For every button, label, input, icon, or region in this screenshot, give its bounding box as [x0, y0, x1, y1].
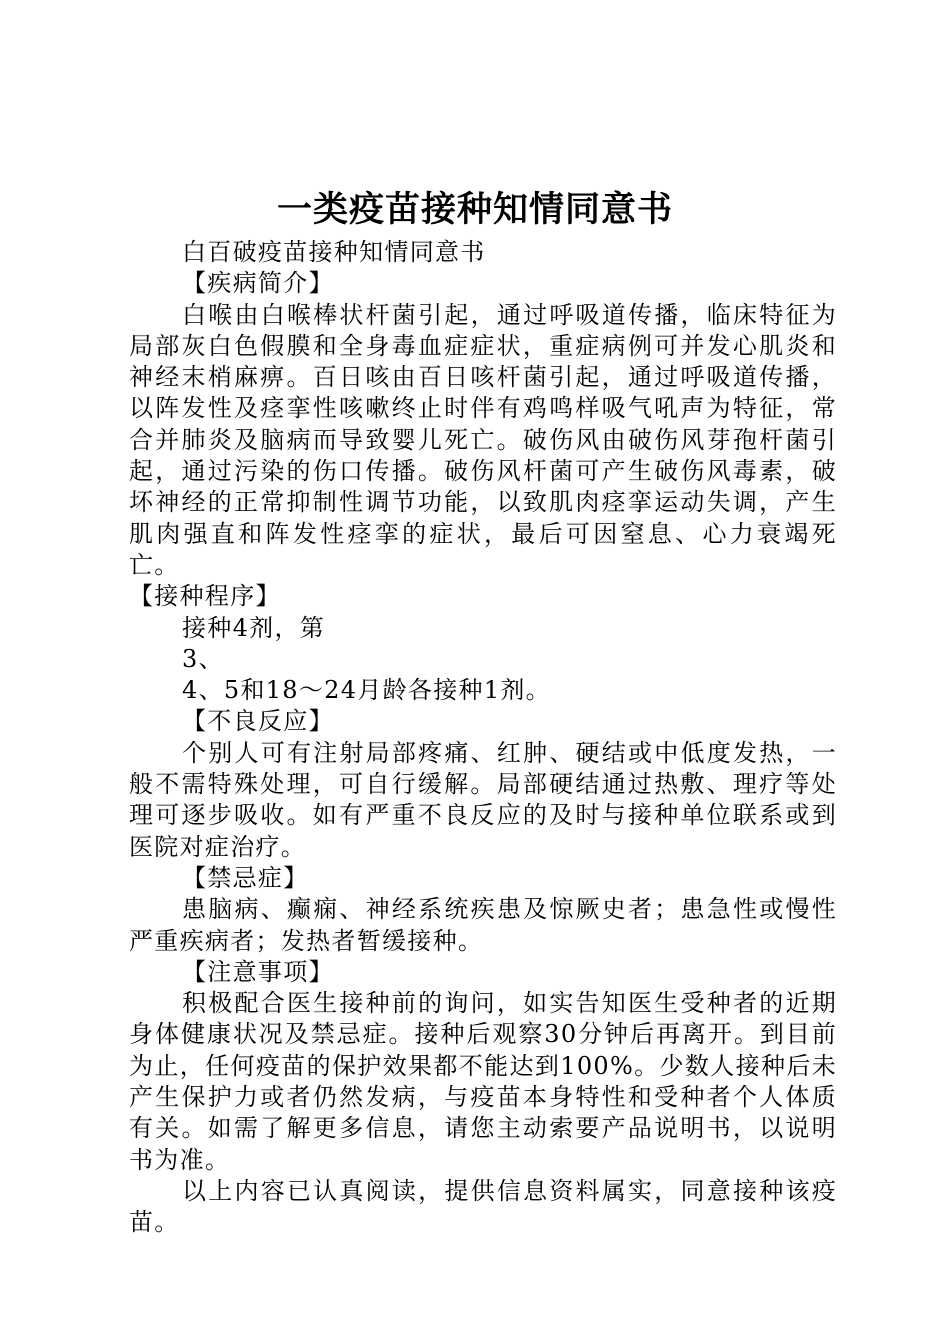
section-heading-precautions: 【注意事项】: [182, 957, 334, 986]
consent-statement-paragraph: 以上内容已认真阅读，提供信息资料属实，同意接种该疫苗。: [129, 1176, 837, 1237]
adverse-reactions-paragraph: 个别人可有注射局部疼痛、红肿、硬结或中低度发热，一般不需特殊处理，可自行缓解。局部硬结通过热敷、理疗等处理可逐步吸收。如有严重不良反应的及时与接种单位联系或到医院对症治疗。: [129, 738, 837, 861]
disease-intro-paragraph: 白喉由白喉棒状杆菌引起，通过呼吸道传播，临床特征为局部灰白色假膜和全身毒血症症状，重症病例可并发心肌炎和神经末梢麻痹。百日咳由百日咳杆菌引起，通过呼吸道传播，以阵发性及痉挛性咳嗽终止时伴有鸡鸣样吸气吼声为特征，常合并肺炎及脑病而导致婴儿死亡。破伤风由破伤风芽孢杆菌引起，通过污染的伤口传播。破伤风杆菌可产生破伤风毒素，破坏神经的正常抑制性调节功能，以致肌肉痉挛运动失调，产生肌肉强直和阵发性痉挛的症状，最后可因窒息、心力衰竭死亡。: [129, 300, 837, 579]
document-title: 一类疫苗接种知情同意书: [276, 189, 673, 230]
subtitle-paragraph: 白百破疫苗接种知情同意书: [182, 238, 486, 266]
document-body: [129, 237, 837, 1239]
procedure-paragraph-3: 4、5和18～24月龄各接种1剂。: [182, 676, 551, 705]
section-heading-disease-intro: 【疾病简介】: [182, 269, 334, 298]
precautions-paragraph: 积极配合医生接种前的询问，如实告知医生受种者的近期身体健康状况及禁忌症。接种后观察30分钟后再离开。到目前为止，任何疫苗的保护效果都不能达到100%。少数人接种后未产生保护力或者仍然发病，与疫苗本身特性和受种者个人体质有关。如需了解更多信息，请您主动索要产品说明书，以说明书为准。: [129, 989, 837, 1174]
procedure-paragraph-1: 接种4剂，第: [182, 613, 326, 642]
contraindications-paragraph: 患脑病、癫痫、神经系统疾患及惊厥史者；患急性或慢性严重疾病者；发热者暂缓接种。: [129, 895, 837, 955]
section-heading-adverse-reactions: 【不良反应】: [182, 707, 334, 736]
section-heading-contraindications: 【禁忌症】: [182, 863, 309, 892]
section-heading-vaccination-procedure: 【接种程序】: [129, 582, 281, 611]
procedure-paragraph-2: 3、: [182, 644, 224, 673]
